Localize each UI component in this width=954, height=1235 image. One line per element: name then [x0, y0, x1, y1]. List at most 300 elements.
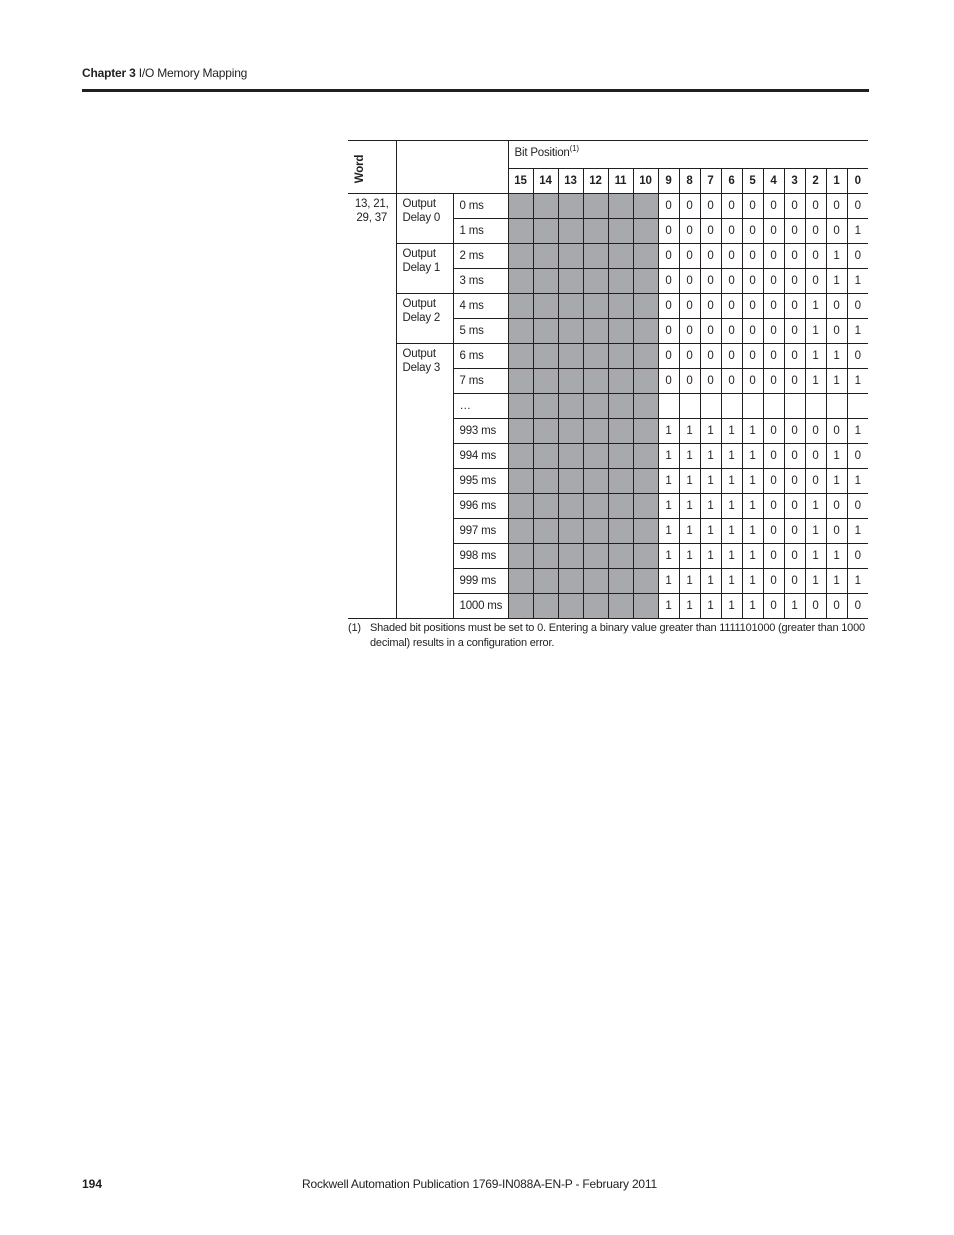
bit-value-cell: 1	[679, 469, 700, 494]
bit-value-cell: 0	[784, 219, 805, 244]
bit-value-cell: 1	[742, 519, 763, 544]
shaded-bit-cell	[633, 594, 658, 619]
bit-value-cell: 1	[658, 419, 679, 444]
bit-value-cell	[763, 394, 784, 419]
shaded-bit-cell	[558, 194, 583, 219]
bit-value-cell: 0	[784, 444, 805, 469]
bit-value-cell: 1	[658, 444, 679, 469]
bit-value-cell: 0	[847, 544, 868, 569]
delay-value: …	[453, 394, 508, 419]
running-header	[82, 66, 247, 80]
shaded-bit-cell	[508, 244, 533, 269]
bit-value-cell: 1	[805, 494, 826, 519]
bit-value-cell: 1	[658, 519, 679, 544]
bit-value-cell: 0	[847, 494, 868, 519]
bit-value-cell: 0	[763, 269, 784, 294]
bit-value-cell: 0	[847, 244, 868, 269]
bit-value-cell	[658, 394, 679, 419]
bit-value-cell: 0	[763, 219, 784, 244]
bit-value-cell: 1	[742, 494, 763, 519]
shaded-bit-cell	[608, 369, 633, 394]
bit-value-cell: 0	[763, 344, 784, 369]
shaded-bit-cell	[558, 444, 583, 469]
bit-value-cell: 1	[700, 594, 721, 619]
shaded-bit-cell	[558, 394, 583, 419]
bit-value-cell: 0	[784, 469, 805, 494]
shaded-bit-cell	[508, 494, 533, 519]
shaded-bit-cell	[633, 544, 658, 569]
delay-value: 1 ms	[453, 219, 508, 244]
shaded-bit-cell	[608, 219, 633, 244]
bit-value-cell: 0	[742, 294, 763, 319]
bit-value-cell: 0	[721, 269, 742, 294]
shaded-bit-cell	[633, 469, 658, 494]
shaded-bit-cell	[583, 394, 608, 419]
bit-value-cell: 0	[805, 219, 826, 244]
shaded-bit-cell	[608, 469, 633, 494]
shaded-bit-cell	[583, 369, 608, 394]
shaded-bit-cell	[583, 544, 608, 569]
bit-value-cell: 0	[805, 594, 826, 619]
bit-value-cell: 0	[721, 244, 742, 269]
bit-value-cell: 0	[784, 544, 805, 569]
chapter-label: Chapter 3	[82, 66, 136, 80]
shaded-bit-cell	[533, 594, 558, 619]
shaded-bit-cell	[608, 544, 633, 569]
bit-value-cell: 1	[847, 269, 868, 294]
shaded-bit-cell	[508, 269, 533, 294]
shaded-bit-cell	[533, 319, 558, 344]
bit-value-cell: 0	[847, 294, 868, 319]
bit-value-cell: 1	[847, 419, 868, 444]
bit-column-header: 4	[763, 169, 784, 194]
shaded-bit-cell	[583, 319, 608, 344]
shaded-bit-cell	[583, 244, 608, 269]
bit-value-cell: 0	[763, 369, 784, 394]
bit-value-cell: 0	[679, 319, 700, 344]
bit-value-cell: 0	[805, 244, 826, 269]
shaded-bit-cell	[558, 419, 583, 444]
bit-column-header: 9	[658, 169, 679, 194]
shaded-bit-cell	[608, 194, 633, 219]
shaded-bit-cell	[633, 569, 658, 594]
bit-value-cell: 0	[826, 219, 847, 244]
bit-value-cell: 0	[700, 269, 721, 294]
bit-value-cell: 0	[763, 469, 784, 494]
bit-column-header: 3	[784, 169, 805, 194]
bit-value-cell: 1	[679, 419, 700, 444]
bit-value-cell: 0	[742, 369, 763, 394]
shaded-bit-cell	[608, 494, 633, 519]
bit-value-cell: 1	[700, 569, 721, 594]
bit-value-cell: 0	[826, 494, 847, 519]
bit-value-cell: 1	[721, 469, 742, 494]
shaded-bit-cell	[633, 244, 658, 269]
bit-value-cell: 0	[784, 344, 805, 369]
shaded-bit-cell	[558, 294, 583, 319]
bit-value-cell: 1	[700, 469, 721, 494]
bit-value-cell: 0	[700, 194, 721, 219]
shaded-bit-cell	[558, 219, 583, 244]
shaded-bit-cell	[533, 544, 558, 569]
shaded-bit-cell	[608, 444, 633, 469]
bit-value-cell: 1	[721, 494, 742, 519]
bit-value-cell: 1	[826, 344, 847, 369]
bit-column-header: 5	[742, 169, 763, 194]
shaded-bit-cell	[533, 369, 558, 394]
bit-value-cell: 0	[763, 444, 784, 469]
shaded-bit-cell	[508, 569, 533, 594]
bit-value-cell: 1	[700, 519, 721, 544]
shaded-bit-cell	[508, 319, 533, 344]
bit-value-cell: 1	[826, 444, 847, 469]
bit-value-cell: 1	[826, 569, 847, 594]
bit-value-cell	[742, 394, 763, 419]
shaded-bit-cell	[608, 344, 633, 369]
blank-header-cell	[396, 141, 508, 194]
bit-value-cell: 0	[742, 244, 763, 269]
shaded-bit-cell	[583, 569, 608, 594]
shaded-bit-cell	[608, 419, 633, 444]
shaded-bit-cell	[533, 494, 558, 519]
bit-value-cell: 0	[679, 219, 700, 244]
bit-value-cell: 0	[700, 244, 721, 269]
shaded-bit-cell	[633, 319, 658, 344]
shaded-bit-cell	[558, 519, 583, 544]
bit-value-cell	[784, 394, 805, 419]
bit-column-header: 13	[558, 169, 583, 194]
bit-value-cell	[700, 394, 721, 419]
footnote-mark: (1)	[348, 622, 361, 634]
bit-value-cell: 0	[826, 519, 847, 544]
bit-value-cell: 1	[826, 369, 847, 394]
bit-value-cell: 0	[700, 344, 721, 369]
bit-value-cell: 0	[763, 244, 784, 269]
bit-value-cell: 0	[658, 369, 679, 394]
shaded-bit-cell	[583, 294, 608, 319]
bit-value-cell	[805, 394, 826, 419]
bit-value-cell: 1	[679, 444, 700, 469]
bit-value-cell: 0	[784, 194, 805, 219]
shaded-bit-cell	[533, 269, 558, 294]
output-delay-group: Output Delay 1	[396, 244, 453, 294]
bit-value-cell: 0	[847, 194, 868, 219]
bit-value-cell: 1	[658, 569, 679, 594]
bit-value-cell: 1	[658, 494, 679, 519]
delay-value: 1000 ms	[453, 594, 508, 619]
bit-value-cell: 1	[658, 544, 679, 569]
bit-value-cell: 1	[721, 519, 742, 544]
bit-value-cell: 1	[805, 344, 826, 369]
shaded-bit-cell	[583, 219, 608, 244]
shaded-bit-cell	[583, 594, 608, 619]
shaded-bit-cell	[583, 419, 608, 444]
bit-position-header	[508, 141, 868, 169]
shaded-bit-cell	[533, 219, 558, 244]
shaded-bit-cell	[558, 544, 583, 569]
bit-value-cell: 1	[742, 469, 763, 494]
word-numbers: 13, 21, 29, 37	[348, 194, 396, 619]
bit-value-cell: 1	[847, 569, 868, 594]
bit-value-cell: 0	[784, 319, 805, 344]
shaded-bit-cell	[508, 444, 533, 469]
publication-info: Rockwell Automation Publication 1769-IN088A-EN-P - February 2011	[302, 1177, 657, 1191]
bit-value-cell: 0	[742, 319, 763, 344]
bit-value-cell: 0	[805, 194, 826, 219]
shaded-bit-cell	[508, 194, 533, 219]
bit-value-cell: 0	[826, 194, 847, 219]
bit-value-cell: 0	[700, 319, 721, 344]
bit-column-header: 6	[721, 169, 742, 194]
shaded-bit-cell	[583, 469, 608, 494]
bit-value-cell: 1	[805, 369, 826, 394]
shaded-bit-cell	[633, 294, 658, 319]
bit-position-label: Bit Position	[514, 146, 570, 159]
chapter-title: I/O Memory Mapping	[138, 66, 248, 80]
shaded-bit-cell	[608, 594, 633, 619]
shaded-bit-cell	[608, 319, 633, 344]
bit-value-cell	[826, 394, 847, 419]
shaded-bit-cell	[583, 519, 608, 544]
bit-value-cell: 0	[826, 594, 847, 619]
bit-value-cell: 0	[721, 369, 742, 394]
shaded-bit-cell	[633, 344, 658, 369]
shaded-bit-cell	[608, 519, 633, 544]
bit-position-table	[348, 140, 868, 619]
bit-value-cell: 0	[847, 594, 868, 619]
bit-value-cell: 0	[700, 294, 721, 319]
shaded-bit-cell	[558, 344, 583, 369]
output-delay-group: Output Delay 3	[396, 344, 453, 619]
shaded-bit-cell	[583, 344, 608, 369]
bit-value-cell: 0	[805, 444, 826, 469]
shaded-bit-cell	[533, 194, 558, 219]
bit-column-header: 2	[805, 169, 826, 194]
shaded-bit-cell	[558, 319, 583, 344]
bit-value-cell: 1	[700, 494, 721, 519]
bit-column-header: 15	[508, 169, 533, 194]
bit-value-cell: 0	[763, 494, 784, 519]
delay-value: 994 ms	[453, 444, 508, 469]
bit-value-cell: 0	[658, 269, 679, 294]
bit-value-cell: 0	[763, 419, 784, 444]
bit-value-cell: 0	[658, 319, 679, 344]
bit-value-cell	[847, 394, 868, 419]
delay-value: 7 ms	[453, 369, 508, 394]
shaded-bit-cell	[633, 219, 658, 244]
bit-value-cell: 0	[721, 294, 742, 319]
bit-value-cell: 0	[784, 569, 805, 594]
bit-value-cell: 0	[763, 594, 784, 619]
bit-value-cell: 1	[742, 419, 763, 444]
bit-value-cell: 0	[847, 344, 868, 369]
bit-value-cell: 0	[742, 344, 763, 369]
bit-value-cell: 0	[784, 244, 805, 269]
bit-value-cell	[679, 394, 700, 419]
bit-value-cell: 0	[805, 419, 826, 444]
delay-value: 2 ms	[453, 244, 508, 269]
shaded-bit-cell	[508, 219, 533, 244]
shaded-bit-cell	[508, 369, 533, 394]
bit-value-cell: 1	[658, 469, 679, 494]
shaded-bit-cell	[608, 394, 633, 419]
bit-value-cell: 1	[805, 294, 826, 319]
bit-value-cell: 0	[805, 469, 826, 494]
shaded-bit-cell	[558, 244, 583, 269]
bit-value-cell: 1	[700, 444, 721, 469]
bit-value-cell: 1	[826, 544, 847, 569]
bit-column-header: 0	[847, 169, 868, 194]
bit-value-cell: 1	[805, 544, 826, 569]
bit-value-cell: 1	[847, 319, 868, 344]
shaded-bit-cell	[583, 194, 608, 219]
delay-value: 3 ms	[453, 269, 508, 294]
shaded-bit-cell	[533, 294, 558, 319]
bit-value-cell: 0	[742, 269, 763, 294]
shaded-bit-cell	[583, 494, 608, 519]
shaded-bit-cell	[558, 469, 583, 494]
shaded-bit-cell	[533, 569, 558, 594]
table-row	[348, 294, 868, 319]
shaded-bit-cell	[533, 344, 558, 369]
shaded-bit-cell	[633, 519, 658, 544]
shaded-bit-cell	[533, 469, 558, 494]
shaded-bit-cell	[533, 419, 558, 444]
table-row	[348, 194, 868, 219]
bit-value-cell: 0	[700, 369, 721, 394]
bit-value-cell: 0	[721, 319, 742, 344]
bit-value-cell: 0	[847, 444, 868, 469]
bit-value-cell: 0	[763, 319, 784, 344]
bit-value-cell: 1	[826, 244, 847, 269]
shaded-bit-cell	[633, 494, 658, 519]
bit-value-cell: 1	[721, 594, 742, 619]
bit-value-cell: 1	[847, 369, 868, 394]
shaded-bit-cell	[558, 494, 583, 519]
shaded-bit-cell	[558, 594, 583, 619]
bit-value-cell: 0	[658, 244, 679, 269]
bit-value-cell: 0	[763, 569, 784, 594]
output-delay-group: Output Delay 2	[396, 294, 453, 344]
bit-value-cell: 0	[658, 219, 679, 244]
bit-value-cell	[721, 394, 742, 419]
shaded-bit-cell	[608, 569, 633, 594]
delay-value: 998 ms	[453, 544, 508, 569]
bit-value-cell: 0	[658, 344, 679, 369]
bit-value-cell: 1	[847, 219, 868, 244]
shaded-bit-cell	[633, 269, 658, 294]
bit-column-header: 10	[633, 169, 658, 194]
delay-value: 0 ms	[453, 194, 508, 219]
bit-value-cell: 0	[784, 494, 805, 519]
bit-value-cell: 0	[700, 219, 721, 244]
bit-value-cell: 0	[763, 294, 784, 319]
shaded-bit-cell	[633, 419, 658, 444]
bit-value-cell: 1	[679, 519, 700, 544]
shaded-bit-cell	[533, 244, 558, 269]
header-rule	[82, 89, 869, 92]
delay-value: 995 ms	[453, 469, 508, 494]
delay-value: 6 ms	[453, 344, 508, 369]
shaded-bit-cell	[533, 444, 558, 469]
delay-value: 993 ms	[453, 419, 508, 444]
bit-value-cell: 0	[805, 269, 826, 294]
bit-value-cell: 0	[784, 519, 805, 544]
bit-column-header: 1	[826, 169, 847, 194]
shaded-bit-cell	[508, 394, 533, 419]
bit-value-cell: 1	[700, 544, 721, 569]
bit-value-cell: 0	[826, 319, 847, 344]
bit-value-cell: 1	[742, 444, 763, 469]
bit-value-cell: 0	[784, 269, 805, 294]
bit-value-cell: 0	[679, 294, 700, 319]
bit-value-cell: 0	[658, 294, 679, 319]
shaded-bit-cell	[508, 419, 533, 444]
bit-value-cell: 1	[700, 419, 721, 444]
bit-value-cell: 1	[784, 594, 805, 619]
bit-value-cell: 0	[763, 544, 784, 569]
bit-column-header: 14	[533, 169, 558, 194]
bit-value-cell: 1	[742, 569, 763, 594]
shaded-bit-cell	[608, 269, 633, 294]
shaded-bit-cell	[508, 294, 533, 319]
shaded-bit-cell	[583, 444, 608, 469]
bit-value-cell: 1	[826, 269, 847, 294]
bit-value-cell: 0	[742, 194, 763, 219]
bit-value-cell: 1	[658, 594, 679, 619]
bit-value-cell: 1	[805, 319, 826, 344]
delay-value: 5 ms	[453, 319, 508, 344]
bit-value-cell: 1	[721, 544, 742, 569]
bit-value-cell: 0	[784, 369, 805, 394]
shaded-bit-cell	[558, 569, 583, 594]
bit-value-cell: 0	[763, 194, 784, 219]
shaded-bit-cell	[633, 394, 658, 419]
bit-value-cell: 1	[742, 594, 763, 619]
bit-value-cell: 1	[721, 444, 742, 469]
bit-column-header: 11	[608, 169, 633, 194]
footnote-text: Shaded bit positions must be set to 0. Entering a binary value greater than 1111101000 (greater than 1000 decimal) results in a configuration error.	[370, 622, 865, 649]
shaded-bit-cell	[633, 369, 658, 394]
shaded-bit-cell	[508, 469, 533, 494]
shaded-bit-cell	[508, 594, 533, 619]
bit-value-cell: 0	[784, 419, 805, 444]
bit-value-cell: 1	[679, 594, 700, 619]
delay-value: 996 ms	[453, 494, 508, 519]
shaded-bit-cell	[508, 519, 533, 544]
bit-value-cell: 1	[847, 519, 868, 544]
footnote	[348, 621, 868, 651]
bit-value-cell: 0	[679, 344, 700, 369]
bit-value-cell: 0	[763, 519, 784, 544]
bit-column-header: 7	[700, 169, 721, 194]
bit-value-cell: 0	[721, 344, 742, 369]
shaded-bit-cell	[608, 244, 633, 269]
bit-value-cell: 0	[721, 194, 742, 219]
bit-value-cell: 1	[721, 569, 742, 594]
output-delay-group: Output Delay 0	[396, 194, 453, 244]
bit-value-cell: 1	[679, 544, 700, 569]
bit-value-cell: 0	[826, 419, 847, 444]
bit-value-cell: 1	[826, 469, 847, 494]
delay-value: 999 ms	[453, 569, 508, 594]
bit-value-cell: 1	[721, 419, 742, 444]
shaded-bit-cell	[533, 519, 558, 544]
bit-value-cell: 1	[847, 469, 868, 494]
page-number: 194	[82, 1177, 103, 1191]
bit-value-cell: 0	[721, 219, 742, 244]
bit-value-cell: 0	[679, 244, 700, 269]
